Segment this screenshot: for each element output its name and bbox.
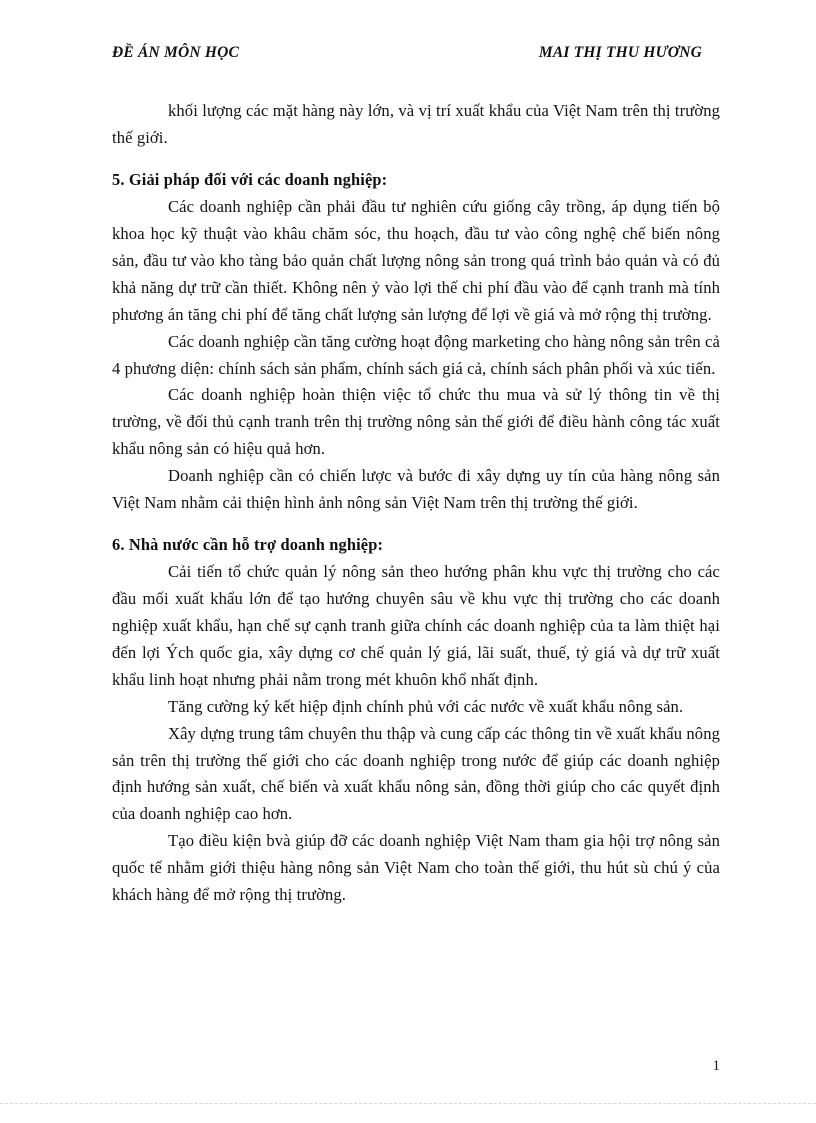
paragraph: Các doanh nghiệp cần phải đầu tư nghiên cứu giống cây trồng, áp dụng tiến bộ khoa học kỹ thuật vào khâu chăm sóc, thu hoạch, đầu tư vào công nghệ chế biến nông sản, đầu tư vào kho tàng bảo quản chất lượng nông sản trong quá trình bảo quản và có đủ khả năng dự trữ cần thiết. Không nên ỷ vào lợi thế chi phí đầu vào để cạnh tranh mà tính phương án tăng chi phí để tăng chất lượng sản lượng để lợi về giá và mở rộng thị trường. xyxy=(112,197,720,324)
document-body xyxy=(112,98,720,909)
section-heading-5: 5. Giải pháp đối với các doanh nghiệp: xyxy=(112,169,388,189)
page-number: 1 xyxy=(712,1058,720,1074)
paragraph: Các doanh nghiệp hoàn thiện việc tổ chức thu mua và sử lý thông tin về thị trường, về đối thủ cạnh tranh trên thị trường nông sản thế giới để điều hành công tác xuất khẩu nông sản có hiệu quả hơn. xyxy=(112,385,720,459)
footer-divider xyxy=(0,1103,816,1105)
paragraph: Cải tiến tổ chức quản lý nông sản theo hướng phân khu vực thị trường cho các đầu mối xuất khẩu lớn để tạo hướng chuyên sâu về khu vực thị trường cho các doanh nghiệp xuất khẩu, hạn chế sự cạnh tranh giữa chính các doanh nghiệp của ta làm thiệt hại đến lợi Ých quốc gia, xây dựng cơ chế quản lý giá, lãi suất, thuế, tỷ giá và dự trữ xuất khẩu linh hoạt nhưng phải nằm trong mét khuôn khổ nhất định. xyxy=(112,562,720,689)
section-heading-6: 6. Nhà nước cần hỗ trợ doanh nghiệp: xyxy=(112,534,384,554)
paragraph: Xây dựng trung tâm chuyên thu thập và cung cấp các thông tin về xuất khẩu nông sản trên thị trường thế giới cho các doanh nghiệp trong nước để giúp các doanh nghiệp định hướng sản xuất, chế biến và xuất khẩu nông sản, đồng thời giúp cho các quyết định của doanh nghiệp cao hơn. xyxy=(112,723,720,824)
header-right-author: MAI THỊ THU HƯƠNG xyxy=(538,44,702,61)
paragraph: Tạo điều kiện bvà giúp đỡ các doanh nghiệp Việt Nam tham gia hội trợ nông sản quốc tế nhằm giới thiệu hàng nông sản Việt Nam cho toàn thế giới, thu hút sù chú ý của khách hàng để mở rộng thị trường. xyxy=(112,831,720,904)
paragraph-intro: khối lượng các mặt hàng này lớn, và vị trí xuất khẩu của Việt Nam trên thị trường thế giới. xyxy=(112,101,720,147)
paragraph: Doanh nghiệp cần có chiến lược và bước đi xây dựng uy tín của hàng nông sản Việt Nam nhằm cải thiện hình ảnh nông sản Việt Nam trên thị trường thế giới. xyxy=(112,466,720,512)
header-left-title: ĐỀ ÁN MÔN HỌC xyxy=(112,44,240,61)
paragraph: Các doanh nghiệp cần tăng cường hoạt động marketing cho hàng nông sản trên cả 4 phương diện: chính sách sản phẩm, chính sách giá cả, chính sách phân phối và xúc tiến. xyxy=(112,331,720,378)
page-header xyxy=(112,44,720,62)
paragraph: Tăng cường ký kết hiệp định chính phủ với các nước về xuất khẩu nông sản. xyxy=(168,696,684,716)
